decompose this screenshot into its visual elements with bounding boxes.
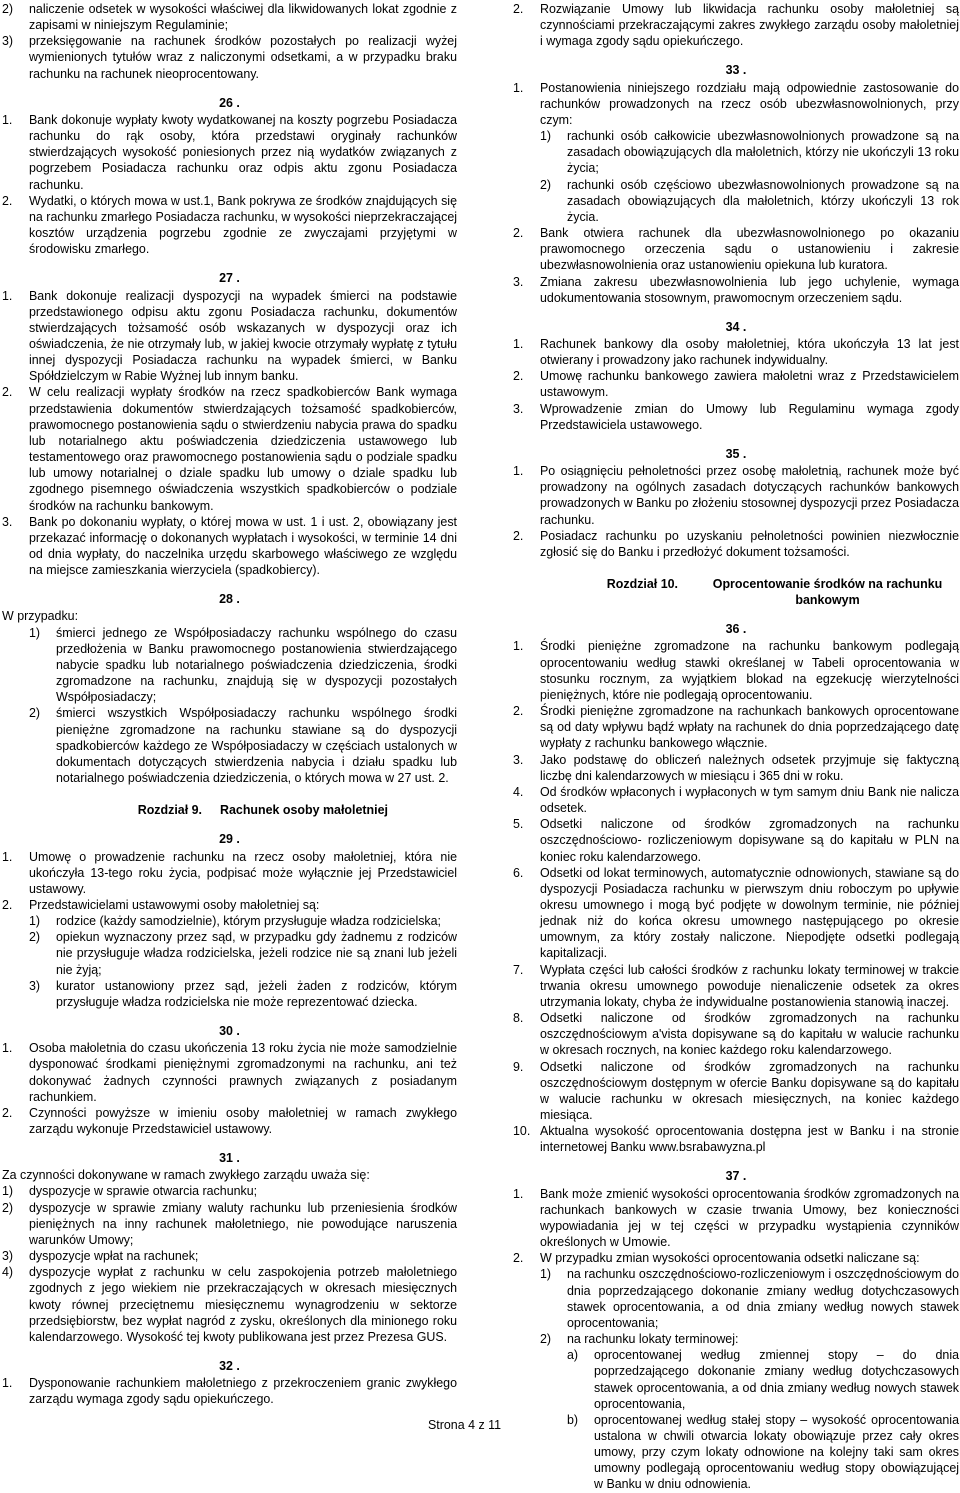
- list-number: 2.: [2, 897, 13, 912]
- list-number: 2.: [513, 369, 524, 384]
- list-number: 1.: [2, 1376, 13, 1391]
- list-text: Czynności powyższe w imieniu osoby małoletniej w ramach zwykłego zarządu wykonuje Przedstawiciel ustawowy.: [29, 1105, 457, 1136]
- list-text: Bank dokonuje wypłaty kwoty wydatkowanej na koszty pogrzebu Posiadacza rachunku do rąk osoby, która przedstawi oryginały rachunków stwierdzających wysokość poniesionych przez nią wydatków związanych z pogrzebem Posiadacza rachunku oraz odpis aktu zgonu Posiadacza rachunku.: [29, 112, 457, 192]
- list-item: [513, 128, 959, 176]
- list-item: [2, 1040, 457, 1105]
- list-item: [513, 1186, 959, 1251]
- list-item: [2, 384, 457, 513]
- list-number: 1): [29, 914, 41, 929]
- list-text: W celu realizacji wypłaty środków na rzecz spadkobierców Bank wymaga przedstawienia dokumentów stwierdzających tożsamość spadkobierców, prawomocnego postanowienia sądu o stwierdzeniu nabycia prawa do spadku lub notarialnego aktu poświadczenia dziedziczenia ustawowego lub testamentowego oraz prawomocnego postanowienia sądu o podziale spadku lub umowy notarialnej o dziale spadku lub umowy o dziale spadku lub zgodnego pisemnego oświadczenia wszystkich spadkobierców o podziale środków na rachunku bankowym.: [29, 385, 457, 513]
- list-item: [2, 978, 457, 1010]
- list-text: Postanowienia niniejszego rozdziału mają odpowiednie zastosowanie do rachunków prowadzonych na rzecz osób ubezwłasnowolnionych, przy czym:: [540, 80, 959, 127]
- list-number: 2): [540, 177, 552, 192]
- list-item: [513, 962, 959, 1010]
- section-heading: 26 .: [219, 95, 240, 110]
- paragraph: W przypadku:: [2, 609, 79, 624]
- list-text: Rozwiązanie Umowy lub likwidacja rachunku osoby małoletniej są czynnościami przekraczającymi zakres zwykłego zarządu osoby małoletniej i wymaga zgody sądu opiekuńczego.: [540, 2, 959, 49]
- list-item: [2, 913, 457, 929]
- list-item: [2, 929, 457, 977]
- list-item: [2, 288, 457, 385]
- paragraph: Za czynności dokonywane w ramach zwykłego zarządu uważa się:: [2, 1168, 370, 1183]
- list-number: 2.: [2, 1105, 13, 1120]
- list-text: dyspozycje w sprawie otwarcia rachunku;: [29, 1184, 258, 1199]
- list-number: 1.: [2, 112, 13, 127]
- list-number: 1.: [2, 1041, 13, 1056]
- list-text: Dysponowanie rachunkiem małoletniego z przekroczeniem granic zwykłego zarządu wymaga zgody sądu opiekuńczego.: [29, 1376, 457, 1407]
- list-text: Zmiana zakresu ubezwłasnowolnienia lub jego uchylenie, wymaga udokumentowania stosownym, prawomocnym orzeczeniem sądu.: [540, 274, 959, 305]
- section-heading: 33 .: [725, 63, 747, 78]
- list-text: Osoba małoletnia do czasu ukończenia 13 roku życia nie może samodzielnie dysponować środkami pieniężnymi zgromadzonymi na rachunku, ani też dokonywać żadnych czynności prawnych związanych z posiadanym rachunkiem.: [29, 1041, 457, 1104]
- section-heading: 27 .: [219, 271, 240, 286]
- list-number: 1): [29, 625, 41, 640]
- list-text: Rachunek bankowy dla osoby małoletniej, która ukończyła 13 lat jest otwierany i prowadzony jako rachunek indywidualny.: [540, 336, 959, 368]
- list-number: 3): [2, 34, 14, 49]
- list-text: Bank po dokonaniu wypłaty, o której mowa w ust. 1 i ust. 2, obowiązany jest przekazać informację o dokonanych wypłatach i wysokości, w terminie 14 dni od dnia wypłaty, do naczelnika urzędu skarbowego właściwego ze względu na miejsce zamieszkania wierzyciela (spadkobiercy).: [29, 514, 457, 578]
- list-number: 1): [540, 1267, 552, 1282]
- list-number: 3.: [513, 401, 524, 416]
- list-number: 2.: [513, 226, 524, 241]
- list-item: [2, 514, 457, 579]
- chapter-heading: [513, 576, 959, 608]
- section-heading: 30 .: [219, 1024, 240, 1039]
- section-heading: 37 .: [725, 1169, 747, 1184]
- list-text: Przedstawicielami ustawowymi osoby małoletniej są:: [29, 897, 320, 912]
- list-item: [2, 1248, 457, 1264]
- list-item: [513, 528, 959, 560]
- list-text: Po osiągnięciu pełnoletności przez osobę małoletnią, rachunek może być prowadzony na ogólnych zasadach dotyczących rachunków bankowych prowadzonych w Banku po złożeniu stosownej dyspozycji przez Posiadacza rachunku.: [540, 464, 959, 527]
- list-number: 1): [540, 129, 552, 144]
- list-item: [2, 33, 457, 81]
- list-item: [513, 463, 959, 528]
- list-item: [2, 849, 457, 897]
- chapter-title: Oprocentowanie środków na rachunku bankowym: [712, 577, 943, 608]
- list-text: Umowę o prowadzenie rachunku na rzecz osoby małoletniej, która nie ukończyła 13-tego roku życia, podpisać może wyłącznie jej Przedstawiciel ustawowy.: [29, 849, 457, 896]
- list-item: [513, 225, 959, 273]
- right-column: [513, 1, 959, 1493]
- list-item: [513, 638, 959, 703]
- list-number: 2.: [2, 193, 13, 208]
- list-text: Odsetki od lokat terminowych, automatycznie odnowionych, stawiane są do dyspozycji Posiadacza rachunku w pierwszym dniu roboczym po upływie okresu umownego i mogą być podjęte w dowolnym terminie, nie później jednak niż do końca okresu umownego następującego po okresie umownym, za który zostały naliczone. Niepodjęte odsetki podlegają kapitalizacji.: [540, 865, 959, 961]
- list-text: Umowę rachunku bankowego zawiera małoletni wraz z Przedstawicielem ustawowym.: [540, 369, 959, 400]
- list-number: 2): [29, 706, 41, 721]
- section-heading: 29 .: [219, 832, 240, 847]
- chapter-title: Rachunek osoby małoletniej: [220, 803, 388, 818]
- list-number: 2): [2, 2, 14, 16]
- list-text: Odsetki naliczone od środków zgromadzonych na rachunku oszczędnościowym a'vista dopisywane są do kapitału w walucie rachunku w okresach rocznych, na koniec każdego roku kalendarzowego.: [540, 1011, 959, 1058]
- list-item: [2, 705, 457, 786]
- chapter-number: Rozdział 10.: [606, 577, 678, 591]
- list-item: [513, 336, 959, 368]
- list-item: [2, 1375, 457, 1407]
- list-text: śmierci wszystkich Współposiadaczy rachunku wspólnego środki pieniężne zgromadzone na rachunku stawiane są do dyspozycji spadkobierców każdego ze Współposiadaczy w częściach ustalonych w dokumentach dotyczących stwierdzenia nabycia i działu spadku lub notarialnego poświadczenia dziedziczenia, o których mowa w 27 ust. 2.: [56, 706, 457, 786]
- list-text: naliczenie odsetek w wysokości właściwej dla likwidowanych lokat zgodnie z zapisami w niniejszym Regulaminie;: [29, 2, 457, 33]
- list-item: [513, 368, 959, 400]
- list-text: Bank może zmienić wysokości oprocentowania środków zgromadzonych na rachunkach bankowych w czasie trwania Umowy, bez konieczności wypowiadania jej w tej części w przypadku wystąpienia czynników określonych w Umowie.: [540, 1186, 959, 1250]
- list-number: 1.: [513, 464, 524, 479]
- chapter-number: Rozdział 9.: [137, 803, 202, 818]
- section-heading: 35 .: [725, 446, 747, 461]
- list-number: 4): [2, 1265, 14, 1280]
- list-item: [2, 625, 457, 706]
- list-text: Bank dokonuje realizacji dyspozycji na wypadek śmierci na podstawie przedstawionego odpisu aktu zgonu Posiadacza rachunku, dokumentów stwierdzających tożsamość osób wskazanych w dyspozycji oraz ich oświadczenia, że nie otrzymały lub, w jakiej kwocie otrzymały wypłatę z tytułu innej dyspozycji Posiadacza rachunku na wypadek śmierci, w Banku Spółdzielczym w Rabie Wyżnej lub innym banku.: [29, 288, 457, 384]
- list-item: [2, 193, 457, 258]
- list-text: Od środków wpłaconych i wypłaconych w tym samym dniu Bank nie nalicza odsetek.: [540, 784, 959, 816]
- list-text: Aktualna wysokość oprocentowania dostępna jest w Banku i na stronie internetowej Banku www.bsrabawyzna.pl: [540, 1124, 959, 1155]
- list-text: kurator ustanowiony przez sąd, jeżeli żaden z rodziców, którym przysługuje władza rodzicielska nie może reprezentować dziecka.: [56, 978, 457, 1009]
- list-item: [513, 752, 959, 784]
- list-number: 6.: [513, 865, 524, 880]
- list-text: opiekun wyznaczony przez sąd, w przypadku gdy żadnemu z rodziców nie przysługuje władza rodzicielska, jeżeli rodzice nie są znani lub jeżeli nie żyją;: [56, 930, 457, 977]
- section-heading: 32 .: [219, 1359, 240, 1374]
- list-number: 9.: [513, 1059, 524, 1074]
- list-item: [513, 1123, 959, 1155]
- list-text: Wypłata części lub całości środków z rachunku lokaty terminowej w trakcie trwania okresu umownego powoduje nienaliczenie odsetek za okres utrzymania lokaty, chyba że indywidualne postanowienia stanowią inaczej.: [540, 962, 959, 1009]
- list-number: b): [567, 1412, 579, 1427]
- list-number: 1.: [2, 288, 13, 303]
- list-item: [513, 865, 959, 962]
- section-heading: 34 .: [725, 319, 747, 334]
- list-number: 3.: [513, 752, 524, 767]
- list-item: [513, 274, 959, 306]
- list-number: 5.: [513, 817, 524, 832]
- section-heading: 28 .: [219, 592, 240, 607]
- list-number: 3): [2, 1249, 14, 1264]
- section-heading: 31 .: [219, 1151, 240, 1166]
- list-number: 2.: [513, 2, 524, 16]
- list-number: 2.: [513, 528, 524, 543]
- list-item: [513, 816, 959, 864]
- list-item: [513, 401, 959, 433]
- list-number: 1): [2, 1184, 14, 1199]
- list-number: 2.: [2, 385, 13, 400]
- list-text: Środki pieniężne zgromadzone na rachunku bankowym podlegają oprocentowaniu według stawki określanej w Tabeli oprocentowania w stosunku rocznym, za wyjątkiem blokad na egzekucję wierzytelności pieniężnych, które nie podlegają oprocentowaniu.: [540, 639, 959, 702]
- list-item: [513, 177, 959, 225]
- list-text: śmierci jednego ze Współposiadaczy rachunku wspólnego do czasu przedłożenia w Banku prawomocnego postanowienia stwierdzającego nabycie spadku lub notarialnego poświadczenia dziedziczenia, środki zgromadzone na rachunku, znajdują się w dyspozycji pozostałych Współposiadaczy;: [56, 625, 457, 705]
- list-text: dyspozycje w sprawie zmiany waluty rachunku lub przeniesienia środków pieniężnych na inny rachunek małoletniego, nie powodujące naruszenia warunków Umowy;: [29, 1200, 457, 1247]
- list-text: oprocentowanej według stałej stopy – wysokość oprocentowania ustalona w chwili otwarcia lokaty obowiązuje przez cały okres umowy, przy czym lokaty odnowione na kolejny taki sam okres umowny podlegają oprocentowaniu według stopy obowiązującej w Banku w dniu odnowienia.: [594, 1412, 959, 1492]
- list-item: [2, 1264, 457, 1345]
- list-item: [513, 1, 959, 49]
- list-number: 1.: [513, 1186, 524, 1201]
- list-item: [513, 1059, 959, 1124]
- list-item: [2, 897, 457, 913]
- list-item: [513, 80, 959, 128]
- list-text: W przypadku zmian wysokości oprocentowania odsetki naliczane są:: [540, 1251, 920, 1266]
- chapter-heading: [2, 802, 457, 818]
- list-text: Bank otwiera rachunek dla ubezwłasnowolnionego po okazaniu prawomocnego orzeczenia sądu o ustanowieniu i zakresie ubezwłasnowolnienia oraz ustanowieniu opiekuna lub kuratora.: [540, 226, 959, 273]
- list-number: 10.: [513, 1124, 531, 1139]
- list-item: [2, 1, 457, 33]
- list-text: Wydatki, o których mowa w ust.1, Bank pokrywa ze środków znajdujących się na rachunku zmarłego Posiadacza rachunku, w wysokości nieprzekraczającej kosztów urządzenia pogrzebu zgodnie ze zwyczajami przyjętymi w środowisku zmarłego.: [29, 193, 457, 257]
- list-text: oprocentowanej według zmiennej stopy – do dnia poprzedzającego dokonanie zmiany według dotychczasowych stawek oprocentowania, a od dnia zmiany według nowych stawek oprocentowania,: [594, 1348, 959, 1411]
- list-text: Jako podstawę do obliczeń należnych odsetek przyjmuje się faktyczną liczbę dni kalendarzowych w miesiącu i 365 dni w roku.: [540, 752, 959, 783]
- list-text: rodzice (każdy samodzielnie), którym przysługuje władza rodzicielska;: [56, 914, 442, 929]
- list-text: przeksięgowanie na rachunek środków pozostałych po realizacji wyżej wymienionych tytułów wraz z naliczonymi odsetkami, a w przypadku braku rachunku na rachunek nieoprocentowany.: [29, 34, 457, 81]
- list-text: rachunki osób całkowicie ubezwłasnowolnionych prowadzone są na zasadach obowiązujących dla małoletnich, którzy nie ukończyli 13 roku życia;: [567, 129, 959, 176]
- list-number: 2): [540, 1332, 552, 1347]
- list-item: [513, 1347, 959, 1412]
- list-item: [513, 1250, 959, 1266]
- list-text: Środki pieniężne zgromadzone na rachunkach bankowych oprocentowane są od daty wpływu bądź wpłaty na rachunek do dnia poprzedzającego datę wypłaty z rachunku bankowego włącznie.: [540, 704, 959, 751]
- list-number: 7.: [513, 962, 524, 977]
- list-item: [513, 1412, 959, 1493]
- list-number: 2): [29, 930, 41, 945]
- list-item: [513, 1331, 959, 1347]
- list-number: 1.: [513, 639, 524, 654]
- list-text: na rachunku oszczędnościowo-rozliczeniowym i oszczędnościowym do dnia poprzedzającego dokonanie zmiany według dotychczasowych stawek oprocentowania, a od dnia zmiany według nowych stawek oprocentowania;: [567, 1267, 959, 1330]
- list-item: [513, 703, 959, 751]
- list-text: Posiadacz rachunku po uzyskaniu pełnoletności powinien niezwłocznie zgłosić się do Banku i przedłożyć dokument tożsamości.: [540, 528, 959, 559]
- list-text: dyspozycje wypłat z rachunku w celu zaspokojenia potrzeb małoletniego zgodnych z jego wiekiem nie przekraczających w okresach miesięcznych kwoty równej przeciętnemu miesięcznemu wynagrodzeniu w sektorze przedsiębiorstw, bez wypłat nagród z zysku, określonych dla minionego roku kalendarzowego. Wysokość tej kwoty publikowana jest przez Prezesa GUS.: [29, 1265, 457, 1344]
- section-heading: 36 .: [725, 622, 747, 637]
- list-number: 3.: [513, 274, 524, 289]
- list-text: dyspozycje wpłat na rachunek;: [29, 1249, 199, 1264]
- list-number: 3.: [2, 514, 13, 529]
- list-item: [513, 784, 959, 816]
- list-text: Wprowadzenie zmian do Umowy lub Regulaminu wymaga zgody Przedstawiciela ustawowego.: [540, 401, 959, 432]
- list-number: 2.: [513, 1251, 524, 1266]
- list-item: [2, 1200, 457, 1248]
- list-number: 4.: [513, 784, 524, 799]
- list-item: [513, 1266, 959, 1331]
- list-item: [513, 1010, 959, 1058]
- list-text: Odsetki naliczone od środków zgromadzonych na rachunku oszczędnościowo- rozliczeniowym dopisywane są do kapitału w PLN na koniec roku kalendarzowego.: [540, 817, 959, 864]
- list-item: [2, 1183, 457, 1199]
- list-number: 2.: [513, 704, 524, 719]
- list-number: 1.: [513, 80, 524, 95]
- list-item: [2, 1105, 457, 1137]
- list-number: 3): [29, 978, 41, 993]
- list-number: 2): [2, 1200, 14, 1215]
- page-number: Strona 4 z 11: [428, 1418, 502, 1432]
- list-number: 8.: [513, 1011, 524, 1026]
- list-item: [2, 112, 457, 193]
- list-number: 1.: [513, 336, 524, 351]
- list-text: na rachunku lokaty terminowej:: [567, 1332, 739, 1347]
- list-text: Odsetki naliczone od środków zgromadzonych na rachunku oszczędnościowym dostępnym w ofercie Banku dopisywane są do kapitału w walucie rachunku w okresach miesięcznych, na koniec każdego miesiąca.: [540, 1059, 959, 1122]
- list-text: rachunki osób częściowo ubezwłasnowolnionych prowadzone są na zasadach obowiązujących dla małoletnich, którzy ukończyli 13 rok życia.: [567, 177, 959, 224]
- list-number: 1.: [2, 849, 13, 864]
- list-number: a): [567, 1348, 579, 1363]
- left-column: [2, 1, 457, 1408]
